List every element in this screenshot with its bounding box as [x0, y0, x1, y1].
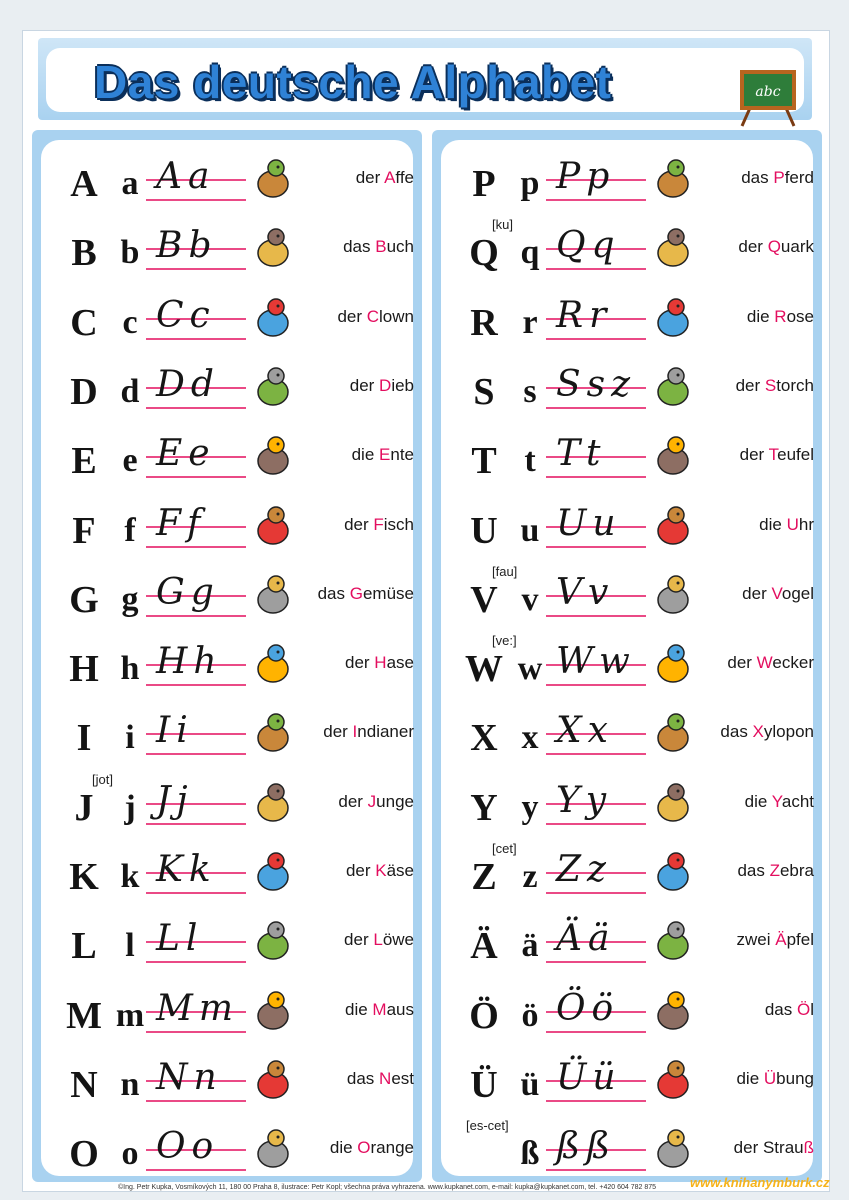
- word-highlight-letter: H: [374, 653, 387, 672]
- word-highlight-letter: I: [352, 722, 358, 741]
- alphabet-row: [462, 920, 822, 982]
- word-prefix: der: [323, 722, 353, 741]
- word-prefix: das: [741, 168, 774, 187]
- word-suffix: öwe: [382, 930, 414, 949]
- word-highlight-letter: D: [379, 376, 392, 395]
- alphabet-row: [62, 158, 422, 220]
- word-suffix: torch: [776, 376, 814, 395]
- uppercase-letter: C: [70, 302, 98, 344]
- alphabet-row: [462, 1059, 822, 1121]
- word-highlight-letter: E: [379, 445, 391, 464]
- uppercase-letter: O: [69, 1133, 99, 1175]
- word-prefix: zwei: [736, 930, 776, 949]
- word-label: [346, 861, 414, 881]
- word-suffix: est: [391, 1069, 414, 1088]
- word-prefix: das: [317, 584, 350, 603]
- uppercase-letter: Z: [471, 856, 497, 898]
- word-highlight-letter: M: [372, 1000, 387, 1019]
- cursive-letters: Pp: [556, 156, 616, 197]
- cursive-letters: Gg: [156, 572, 220, 613]
- word-suffix: ecker: [772, 653, 814, 672]
- word-prefix: die: [746, 307, 775, 326]
- lowercase-letter: d: [120, 373, 140, 410]
- orange-illustration: [248, 1124, 298, 1174]
- horse-illustration: [648, 154, 698, 204]
- cursive-letters: Kk: [156, 849, 217, 890]
- cursive-letters: Cc: [156, 295, 216, 336]
- uppercase-letter: D: [70, 371, 98, 413]
- alphabet-row: [62, 990, 422, 1052]
- cursive-letters: Vv: [556, 572, 615, 613]
- pronunciation-hint: [ku]: [492, 217, 513, 232]
- word-label: [337, 307, 414, 327]
- page-title: Das deutsche Alphabet: [94, 56, 612, 108]
- word-prefix: die: [351, 445, 380, 464]
- word-prefix: der: [742, 584, 772, 603]
- alphabet-row: [462, 366, 822, 428]
- lowercase-letter: e: [122, 442, 138, 479]
- word-prefix: der: [349, 376, 380, 395]
- zebra-illustration: [648, 847, 698, 897]
- cursive-letters: Nn: [156, 1057, 223, 1098]
- word-prefix: der: [735, 376, 765, 395]
- cheese-illustration: [248, 847, 298, 897]
- bird-illustration: [648, 570, 698, 620]
- word-label: [745, 792, 814, 812]
- word-suffix: isch: [383, 515, 414, 534]
- word-label: [347, 1069, 414, 1089]
- word-highlight-letter: F: [373, 515, 384, 534]
- alphabet-row: [62, 366, 422, 428]
- alphabet-row: [462, 505, 822, 567]
- word-label: [350, 376, 414, 396]
- lowercase-letter: ü: [520, 1066, 540, 1103]
- uppercase-letter: A: [70, 163, 98, 205]
- word-label: [747, 307, 814, 327]
- alphabet-row: [62, 1059, 422, 1121]
- indian-illustration: [248, 708, 298, 758]
- lowercase-letter: i: [125, 719, 135, 756]
- fish-illustration: [248, 501, 298, 551]
- word-highlight-letter: Ü: [763, 1069, 777, 1088]
- word-prefix: die: [759, 515, 787, 534]
- word-suffix: pfel: [786, 930, 814, 949]
- stork-illustration: [648, 362, 698, 412]
- word-prefix: der: [338, 792, 368, 811]
- lowercase-letter: j: [124, 789, 136, 826]
- word-label: [356, 168, 414, 188]
- word-highlight-letter: C: [366, 307, 380, 326]
- word-prefix: die: [344, 1000, 373, 1019]
- alphabet-row: [62, 574, 422, 636]
- vegetables-illustration: [248, 570, 298, 620]
- alphabet-row: [462, 712, 822, 774]
- uppercase-letter: M: [66, 995, 102, 1037]
- cursive-letters: Üü: [556, 1057, 622, 1098]
- alphabet-row: [462, 297, 822, 359]
- word-label: [741, 168, 814, 188]
- alphabet-row: [62, 297, 422, 359]
- word-label: [736, 1069, 814, 1089]
- word-highlight-letter: Ö: [796, 1000, 811, 1019]
- word-label: [343, 237, 414, 257]
- violin-girl-illustration: [648, 1055, 698, 1105]
- word-suffix: bung: [776, 1069, 814, 1088]
- alarm-clock-illustration: [648, 639, 698, 689]
- word-highlight-letter: ß: [803, 1138, 814, 1157]
- devil-illustration: [648, 431, 698, 481]
- cursive-letters: Uu: [556, 503, 622, 544]
- alphabet-row: [462, 217, 822, 289]
- uppercase-letter: Ä: [470, 925, 498, 967]
- word-label: [727, 653, 814, 673]
- word-suffix: aus: [386, 1000, 414, 1019]
- alphabet-row: [462, 564, 822, 636]
- word-prefix: die: [329, 1138, 358, 1157]
- alphabet-row: [62, 772, 422, 844]
- chalkboard-icon: [738, 68, 798, 128]
- uppercase-letter: G: [69, 579, 99, 621]
- lowercase-letter: w: [517, 650, 543, 687]
- alphabet-row: [462, 435, 822, 497]
- cursive-letters: Hh: [156, 641, 223, 682]
- word-suffix: uch: [386, 237, 414, 256]
- cursive-letters: Ää: [556, 918, 616, 959]
- cursive-letters: Oo: [156, 1126, 220, 1167]
- uppercase-letter: U: [470, 510, 498, 552]
- word-highlight-letter: X: [752, 722, 764, 741]
- lowercase-letter: ä: [521, 927, 539, 964]
- word-suffix: emüse: [362, 584, 414, 603]
- sailboat-illustration: [648, 778, 698, 828]
- lowercase-letter: a: [121, 165, 139, 202]
- uppercase-letter: H: [69, 648, 99, 690]
- uppercase-letter: N: [70, 1064, 98, 1106]
- word-label: [737, 861, 814, 881]
- word-prefix: der: [344, 930, 374, 949]
- lowercase-letter: n: [120, 1066, 140, 1103]
- lowercase-letter: v: [521, 581, 539, 618]
- word-highlight-letter: V: [771, 584, 782, 603]
- word-label: [765, 1000, 814, 1020]
- word-label: [345, 1000, 414, 1020]
- cursive-letters: Dd: [156, 364, 220, 405]
- word-label: [737, 930, 815, 950]
- word-prefix: der: [344, 515, 374, 534]
- hare-illustration: [248, 639, 298, 689]
- uppercase-letter: Y: [470, 787, 498, 829]
- uppercase-letter: P: [472, 163, 496, 205]
- word-label: [338, 792, 414, 812]
- rose-illustration: [648, 293, 698, 343]
- cursive-letters: Aa: [156, 156, 216, 197]
- lowercase-letter: p: [520, 165, 540, 202]
- word-prefix: das: [737, 861, 770, 880]
- word-prefix: das: [720, 722, 753, 741]
- word-prefix: die: [744, 792, 772, 811]
- oil-bottle-illustration: [648, 986, 698, 1036]
- word-suffix: unge: [376, 792, 414, 811]
- lowercase-letter: z: [522, 858, 538, 895]
- word-label: [330, 1138, 414, 1158]
- lowercase-letter: f: [124, 512, 136, 549]
- lowercase-letter: ß: [520, 1135, 540, 1172]
- uppercase-letter: S: [473, 371, 495, 413]
- word-label: [759, 515, 814, 535]
- mouse-illustration: [248, 986, 298, 1036]
- word-highlight-letter: J: [367, 792, 377, 811]
- hourglass-illustration: [648, 501, 698, 551]
- word-suffix: ogel: [781, 584, 814, 603]
- word-label: [720, 722, 814, 742]
- apples-illustration: [648, 916, 698, 966]
- word-highlight-letter: B: [375, 237, 387, 256]
- word-highlight-letter: G: [349, 584, 363, 603]
- clown-illustration: [248, 293, 298, 343]
- lowercase-letter: l: [125, 927, 135, 964]
- book-illustration: [248, 223, 298, 273]
- word-suffix: ebra: [779, 861, 814, 880]
- lowercase-letter: h: [120, 650, 140, 687]
- lowercase-letter: q: [520, 234, 540, 271]
- word-prefix: der: [355, 168, 385, 187]
- cursive-letters: Rr: [556, 295, 613, 336]
- pronunciation-hint: [jot]: [92, 772, 113, 787]
- pronunciation-hint: [cet]: [492, 841, 517, 856]
- uppercase-letter: K: [69, 856, 99, 898]
- uppercase-letter: Q: [469, 232, 499, 274]
- word-suffix: l: [810, 1000, 814, 1019]
- lowercase-letter: c: [122, 304, 138, 341]
- word-prefix: das: [764, 1000, 797, 1019]
- xylophone-illustration: [648, 708, 698, 758]
- word-suffix: ose: [786, 307, 814, 326]
- cursive-letters: Yy: [556, 780, 613, 821]
- word-label: [344, 515, 414, 535]
- word-suffix: ndianer: [357, 722, 414, 741]
- word-highlight-letter: N: [379, 1069, 392, 1088]
- uppercase-letter: F: [72, 510, 96, 552]
- uppercase-letter: R: [470, 302, 498, 344]
- word-suffix: ffe: [395, 168, 414, 187]
- word-highlight-letter: Ä: [775, 930, 787, 949]
- word-highlight-letter: R: [774, 307, 787, 326]
- ostrich-illustration: [648, 1124, 698, 1174]
- word-label: [344, 930, 414, 950]
- word-highlight-letter: T: [768, 445, 778, 464]
- boy-illustration: [248, 778, 298, 828]
- word-prefix: der: [739, 445, 769, 464]
- lowercase-letter: y: [521, 789, 539, 826]
- word-label: [742, 584, 814, 604]
- watermark: www.knihanymburk.cz: [690, 1175, 830, 1190]
- word-prefix: das: [343, 237, 376, 256]
- uppercase-letter: X: [470, 717, 498, 759]
- word-highlight-letter: W: [756, 653, 773, 672]
- word-suffix: ase: [386, 653, 414, 672]
- alphabet-row: [462, 841, 822, 913]
- lion-illustration: [248, 916, 298, 966]
- word-suffix: ferd: [784, 168, 814, 187]
- cursive-letters: ßß: [556, 1126, 617, 1167]
- duck-illustration: [248, 431, 298, 481]
- word-suffix: range: [370, 1138, 414, 1157]
- alphabet-row: [62, 435, 422, 497]
- cursive-letters: Tt: [556, 433, 607, 474]
- word-highlight-letter: K: [375, 861, 387, 880]
- word-highlight-letter: Z: [769, 861, 780, 880]
- cursive-letters: Qq: [556, 225, 621, 266]
- word-highlight-letter: O: [357, 1138, 371, 1157]
- alphabet-row: [462, 158, 822, 220]
- cursive-letters: Bb: [156, 225, 218, 266]
- word-highlight-letter: P: [773, 168, 785, 187]
- cursive-letters: Ee: [156, 433, 216, 474]
- word-label: [352, 445, 414, 465]
- lowercase-letter: g: [121, 581, 139, 618]
- lowercase-letter: r: [522, 304, 538, 341]
- chalkboard-text: abc: [755, 84, 781, 100]
- cursive-letters: Ssz: [556, 364, 637, 405]
- lowercase-letter: b: [120, 234, 140, 271]
- pronunciation-hint: [es-cet]: [466, 1118, 509, 1133]
- word-suffix: hr: [798, 515, 814, 534]
- alphabet-row: [62, 1128, 422, 1190]
- uppercase-letter: I: [76, 717, 92, 759]
- cursive-letters: Xx: [556, 710, 614, 751]
- uppercase-letter: L: [71, 925, 97, 967]
- word-suffix: ylopon: [763, 722, 814, 741]
- word-prefix: der: [738, 237, 768, 256]
- word-prefix: der Strau: [733, 1138, 804, 1157]
- word-highlight-letter: Y: [771, 792, 782, 811]
- word-label: [740, 445, 814, 465]
- word-label: [734, 1138, 814, 1158]
- alphabet-row: [62, 712, 422, 774]
- word-highlight-letter: Q: [767, 237, 781, 256]
- word-suffix: nte: [390, 445, 414, 464]
- cursive-letters: Ff: [156, 503, 207, 544]
- word-label: [318, 584, 414, 604]
- quark-illustration: [648, 223, 698, 273]
- word-highlight-letter: L: [373, 930, 383, 949]
- word-prefix: der: [345, 861, 376, 880]
- alphabet-row: [62, 227, 422, 289]
- uppercase-letter: V: [470, 579, 498, 621]
- alphabet-row: [462, 633, 822, 705]
- cursive-letters: Mm: [156, 988, 239, 1029]
- word-suffix: ieb: [391, 376, 414, 395]
- word-highlight-letter: S: [764, 376, 777, 395]
- cursive-letters: Ll: [156, 918, 204, 959]
- lowercase-letter: s: [523, 373, 537, 410]
- cursive-letters: Öö: [556, 988, 620, 1029]
- cursive-letters: Ww: [556, 641, 636, 682]
- lowercase-letter: t: [524, 442, 536, 479]
- alphabet-row: [62, 851, 422, 913]
- lowercase-letter: u: [520, 512, 540, 549]
- alphabet-row: [62, 643, 422, 705]
- nest-illustration: [248, 1055, 298, 1105]
- pronunciation-hint: [fau]: [492, 564, 518, 579]
- copyright-footer: ©Ing. Petr Kupka, Vosmíkových 11, 180 00 Praha 8, ilustrace: Petr Kopl; všechna práva vyhrazena. www.kupkanet.com, e-mail: kupka@kupkanet.com, tel. +420 604 782 875: [118, 1184, 657, 1191]
- word-label: [323, 722, 414, 742]
- word-label: [736, 376, 814, 396]
- uppercase-letter: Ü: [470, 1064, 498, 1106]
- uppercase-letter: E: [71, 440, 97, 482]
- word-suffix: lown: [379, 307, 414, 326]
- word-prefix: das: [346, 1069, 380, 1088]
- uppercase-letter: Ö: [469, 995, 499, 1037]
- alphabet-row: [62, 920, 422, 982]
- word-prefix: der: [345, 653, 375, 672]
- pronunciation-hint: [ve:]: [492, 633, 517, 648]
- uppercase-letter: B: [71, 232, 97, 274]
- cursive-letters: Zz: [556, 849, 612, 890]
- word-label: [738, 237, 814, 257]
- lowercase-letter: ö: [521, 997, 539, 1034]
- word-suffix: äse: [386, 861, 414, 880]
- word-prefix: die: [736, 1069, 764, 1088]
- uppercase-letter: T: [471, 440, 497, 482]
- uppercase-letter: J: [74, 787, 94, 829]
- word-label: [345, 653, 414, 673]
- word-prefix: der: [727, 653, 757, 672]
- uppercase-letter: W: [465, 648, 503, 690]
- lowercase-letter: o: [121, 1135, 139, 1172]
- thief-illustration: [248, 362, 298, 412]
- alphabet-row: [462, 990, 822, 1052]
- cursive-letters: Jj: [156, 780, 194, 821]
- word-prefix: der: [337, 307, 367, 326]
- alphabet-row: [62, 505, 422, 567]
- lowercase-letter: m: [115, 997, 145, 1034]
- lowercase-letter: x: [521, 719, 539, 756]
- cursive-letters: Ii: [156, 710, 194, 751]
- word-suffix: acht: [781, 792, 814, 811]
- word-highlight-letter: A: [384, 168, 396, 187]
- word-suffix: eufel: [777, 445, 814, 464]
- word-suffix: uark: [780, 237, 814, 256]
- word-highlight-letter: U: [786, 515, 799, 534]
- alphabet-row: [462, 782, 822, 844]
- lowercase-letter: k: [120, 858, 140, 895]
- monkey-illustration: [248, 154, 298, 204]
